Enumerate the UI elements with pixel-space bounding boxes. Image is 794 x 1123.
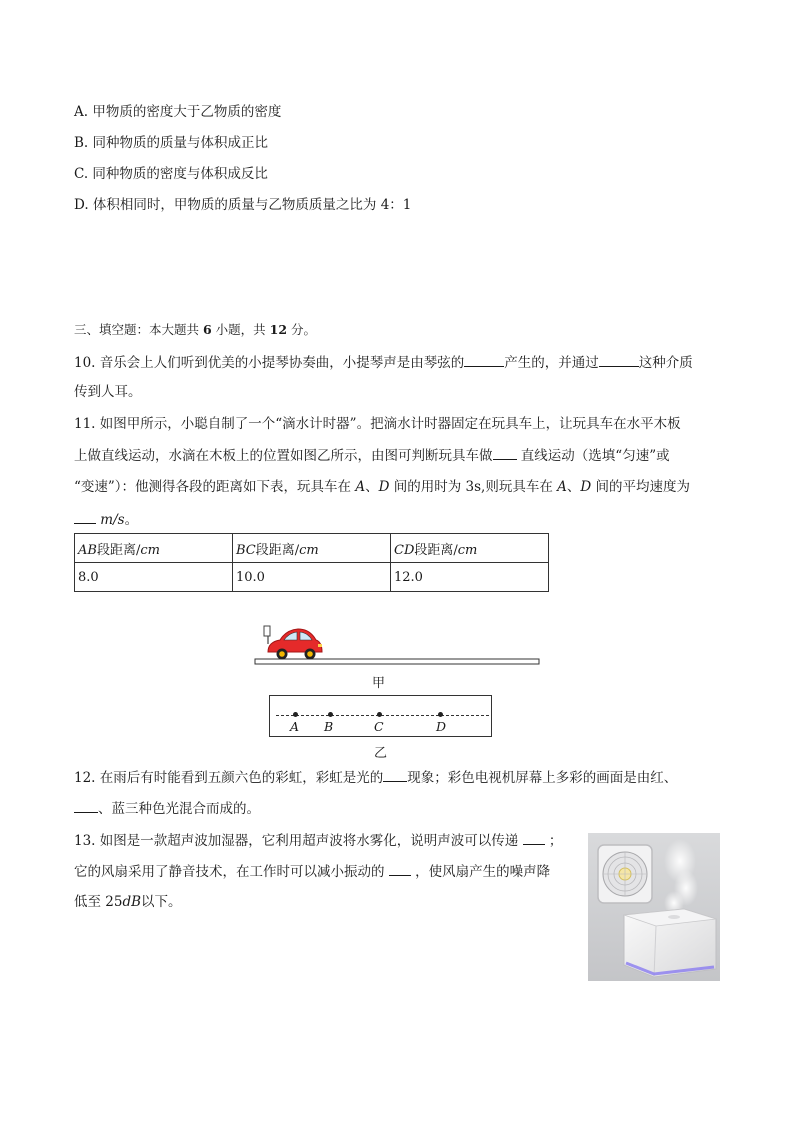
option-d: D. 体积相同时，甲物质的质量与乙物质质量之比为 4：1 [74,197,412,213]
point-label-c: C [374,719,384,734]
section-heading: 三、填空题：本大题共 6 小题，共 12 分。 [74,322,317,337]
dashed-track [276,715,489,716]
figure-jia-caption: 甲 [372,676,386,691]
point-label-a: A [290,719,300,734]
question-12-line1: 12. 在雨后有时能看到五颜六色的彩虹，彩虹是光的 现象；彩色电视机屏幕上多彩的画面是由红、 [74,767,677,788]
toy-car-icon [268,629,322,660]
humidifier-photo [588,833,720,981]
question-13-line3: 低至 25dB以下。 [74,894,182,910]
table-cell-ab: 8.0 [75,563,233,592]
option-a: A. 甲物质的密度大于乙物质的密度 [74,104,282,120]
answer-blank[interactable] [389,861,411,876]
question-12-line2: 、蓝三种色光混合而成的。 [74,798,260,819]
point-label-d: D [436,719,447,734]
drop-point-c [377,712,382,717]
question-13-line1: 13. 如图是一款超声波加湿器，它利用超声波将水雾化，说明声波可以传递 ； [74,830,562,851]
answer-blank[interactable] [523,830,545,845]
table-header-row [75,534,549,563]
figure-jia-car-on-board [254,622,544,668]
table-header-cd: CD段距离/cm [391,534,549,563]
figure-yi-board [269,695,492,737]
question-11-line1: 11. 如图甲所示，小聪自制了一个“滴水计时器”。把滴水计时器固定在玩具车上，让玩具车在水平木板 [74,416,681,432]
question-10-line1: 10. 音乐会上人们听到优美的小提琴协奏曲，小提琴声是由琴弦的 产生的，并通过 这种介质 [74,352,693,373]
question-11-line4: m/s。 [74,509,138,530]
question-13-line2: 它的风扇采用了静音技术，在工作时可以减小振动的 ，使风扇产生的噪声降 [74,861,550,882]
table-header-bc: BC段距离/cm [233,534,391,563]
table-cell-bc: 10.0 [233,563,391,592]
question-10-line2: 传到人耳。 [74,384,142,400]
board-shape [255,659,539,664]
point-label-b: B [324,719,334,734]
humidifier-body-icon [624,909,716,977]
option-c: C. 同种物质的密度与体积成反比 [74,166,268,182]
answer-blank[interactable] [493,445,517,460]
drop-point-b [328,712,333,717]
answer-blank[interactable] [74,509,96,524]
answer-blank[interactable] [383,767,407,782]
option-b: B. 同种物质的质量与体积成正比 [74,135,269,151]
question-11-line3: “变速”）：他测得各段的距离如下表，玩具车在 A、D 间的用时为 3s,则玩具车在 A、D 间的平均速度为 [74,479,690,495]
answer-blank[interactable] [599,352,639,367]
table-cell-cd: 12.0 [391,563,549,592]
question-11-line2: 上做直线运动，水滴在木板上的位置如图乙所示，由图可判断玩具车做 直线运动（选填“匀速”或 [74,445,670,466]
drop-point-a [293,712,298,717]
fan-icon [598,845,652,903]
answer-blank[interactable] [74,798,98,813]
distance-table [74,533,549,592]
figure-yi-caption: 乙 [374,746,388,761]
table-row [75,563,549,592]
table-header-ab: AB段距离/cm [75,534,233,563]
drop-point-d [438,712,443,717]
answer-blank[interactable] [464,352,504,367]
